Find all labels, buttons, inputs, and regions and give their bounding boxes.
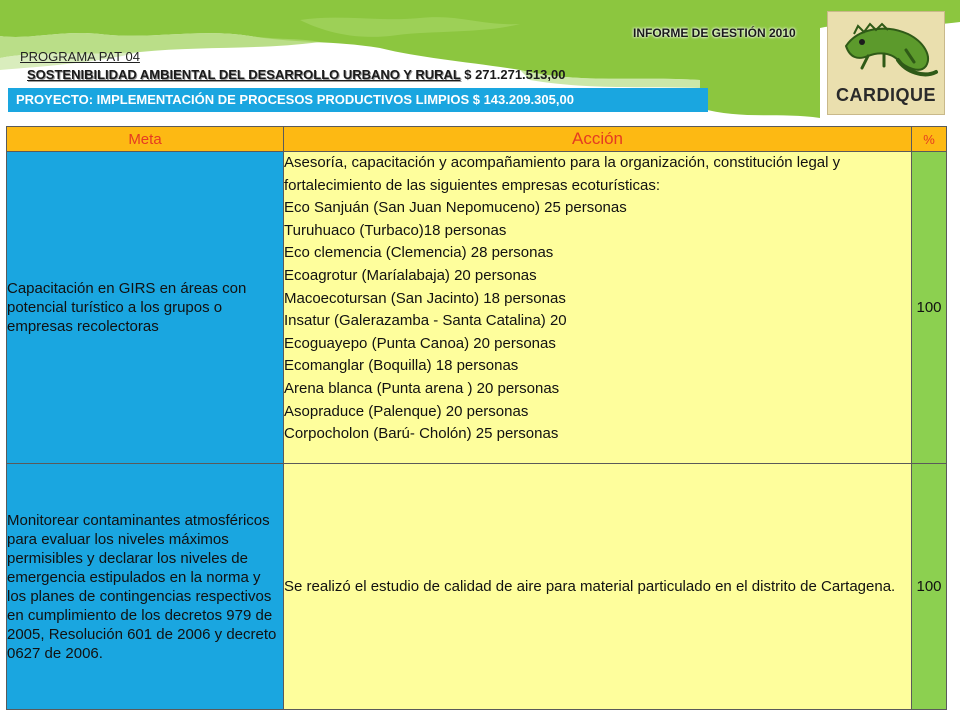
logo-text: CARDIQUE (835, 85, 936, 105)
accion-line: Asesoría, capacitación y acompañamiento para la organización, constitución legal y fortalecimiento de las siguientes empresas ecoturísticas: (284, 154, 841, 194)
column-header-pct: % (912, 127, 947, 152)
table-row (7, 464, 947, 710)
row-1-pct: 100 (912, 152, 947, 464)
cardique-logo (827, 11, 945, 115)
program-amount: $ 271.271.513,00 (460, 67, 566, 82)
row-2-pct: 100 (912, 464, 947, 710)
row-1-accion (284, 152, 912, 464)
accion-line: Ecomanglar (Boquilla) 18 personas (284, 357, 519, 375)
table-row (7, 152, 947, 464)
row-2-meta: Monitorear contaminantes atmosféricos para evaluar los niveles máximos permisibles y declarar los niveles de emergencia estipulados en la norma y los planes de contingencias respectivos en cumplimiento de los decretos 979 de 2005, Resolución 601 de 2006 y decreto 0627 de 2006. (7, 464, 284, 710)
accion-line: Eco clemencia (Clemencia) 28 personas (284, 244, 554, 262)
iguana-logo-icon (828, 16, 944, 88)
accion-line: Insatur (Galerazamba - Santa Catalina) 20 (284, 312, 567, 330)
column-header-accion: Acción (284, 127, 912, 152)
accion-line: Eco Sanjuán (San Juan Nepomuceno) 25 personas (284, 199, 627, 217)
project-bar: PROYECTO: IMPLEMENTACIÓN DE PROCESOS PRODUCTIVOS LIMPIOS $ 143.209.305,00 (8, 88, 708, 112)
accion-line: Macoecotursan (San Jacinto) 18 personas (284, 289, 566, 307)
row-1-meta: Capacitación en GIRS en áreas con potencial turístico a los grupos o empresas recolectoras (7, 152, 284, 464)
program-label: PROGRAMA PAT 04 (20, 49, 140, 64)
report-title: INFORME DE GESTIÓN 2010 (633, 26, 796, 40)
accion-line: Ecoguayepo (Punta Canoa) 20 personas (284, 334, 556, 352)
accion-line: Corpocholon (Barú- Cholón) 25 personas (284, 425, 559, 443)
program-title: SOSTENIBILIDAD AMBIENTAL DEL DESARROLLO URBANO Y RURAL (27, 67, 461, 82)
column-header-meta: Meta (7, 127, 284, 152)
accion-line: Asopraduce (Palenque) 20 personas (284, 402, 529, 420)
accion-line: Turuhuaco (Turbaco)18 personas (284, 221, 507, 239)
meta-accion-table (6, 126, 947, 710)
row-2-accion: Se realizó el estudio de calidad de aire para material particulado en el distrito de Cartagena. (284, 464, 912, 710)
accion-line: Arena blanca (Punta arena ) 20 personas (284, 379, 560, 397)
program-name (27, 67, 565, 82)
accion-line: Ecoagrotur (Maríalabaja) 20 personas (284, 266, 537, 284)
table-header-row (7, 127, 947, 152)
